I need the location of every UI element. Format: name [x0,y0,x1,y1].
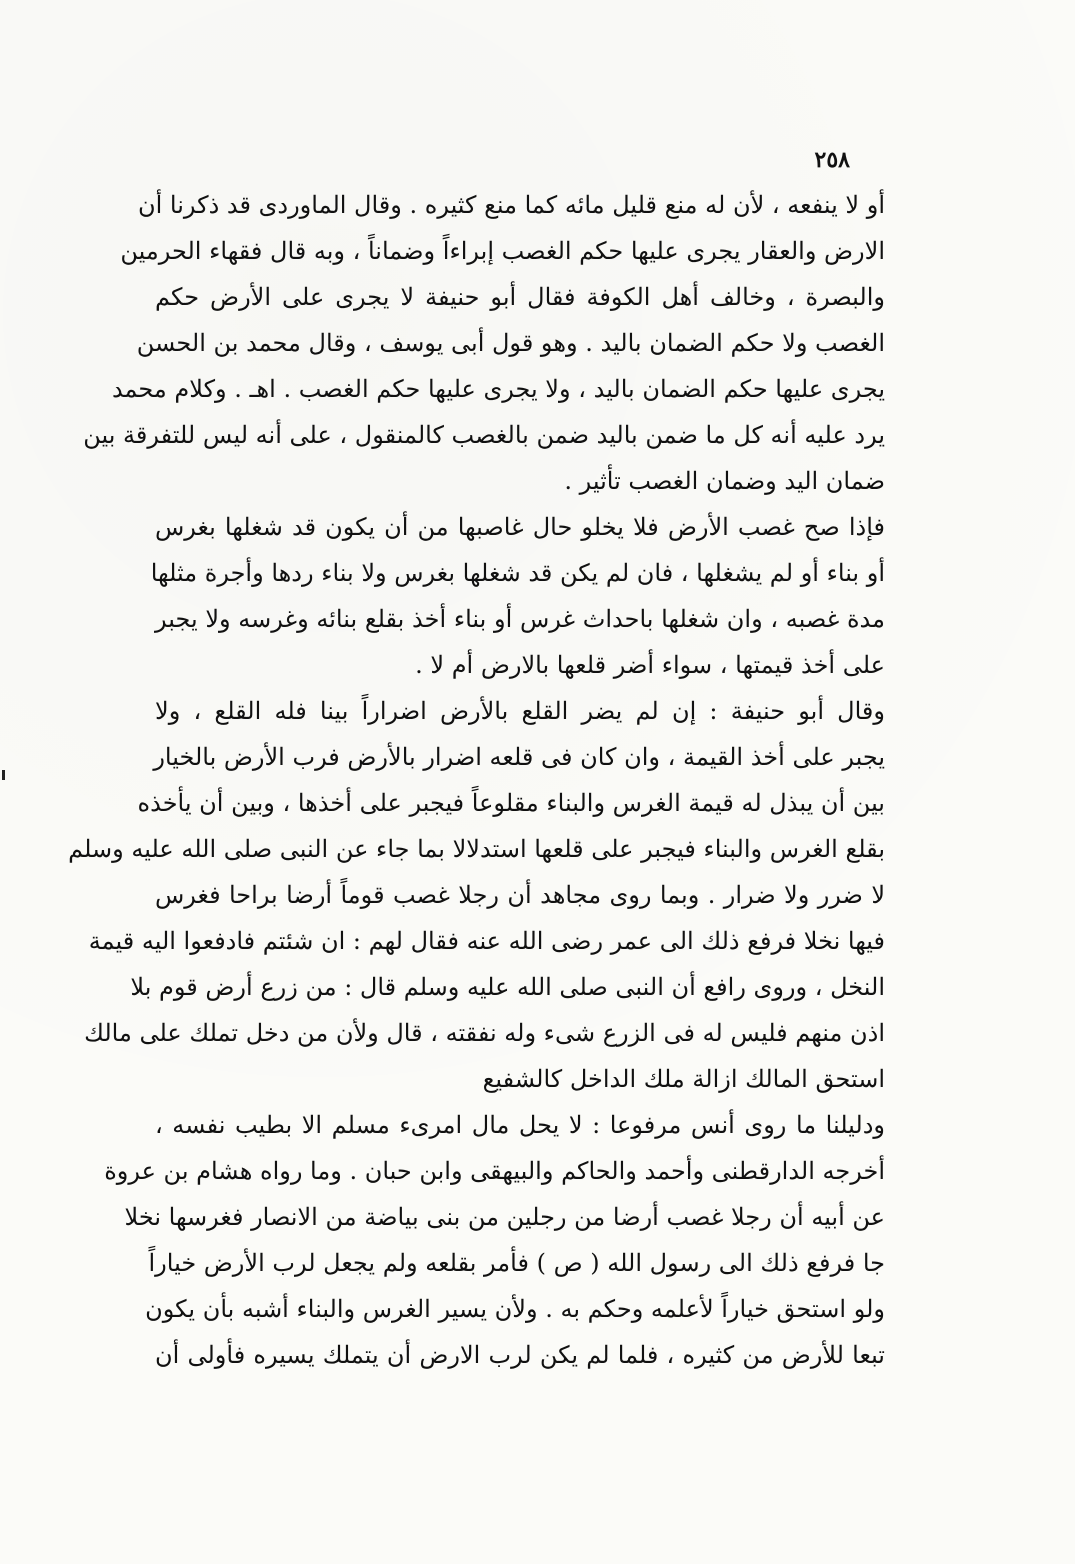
text-line: أو لا ينفعه ، لأن له منع قليل مائه كما منع كثيره . وقال الماوردى قد ذكرنا أن [138,191,885,219]
scan-margin-mark [2,770,5,780]
text-line: يجبر على أخذ القيمة ، وان كان فى قلعه اضرار بالأرض فرب الأرض بالخيار [153,743,885,771]
paragraph-1 [83,182,885,504]
text-line: على أخذ قيمتها ، سواء أضر قلعها بالارض أم لا . [415,651,885,679]
text-line: والبصرة ، وخالف أهل الكوفة فقال أبو حنيفة لا يجرى على الأرض حكم [155,283,885,311]
text-line: مدة غصبه ، وان شغلها باحداث غرس أو بناء أخذ بقلع بنائه وغرسه ولا يجبر [155,605,885,633]
text-line: فيها نخلا فرفع ذلك الى عمر رضى الله عنه فقال لهم : ان شئتم فادفعوا اليه قيمة [88,927,885,955]
text-line: لا ضرر ولا ضرار . وبما روى مجاهد أن رجلا غصب قوماً أرضا براحا فغرس [155,881,885,909]
text-line: الغصب ولا حكم الضمان باليد . وهو قول أبى يوسف ، وقال محمد بن الحسن [136,329,885,357]
text-line: الارض والعقار يجرى عليها حكم الغصب إبراءاً وضماناً ، وبه قال فقهاء الحرمين [120,237,885,265]
text-line: ضمان اليد وضمان الغصب تأثير . [564,467,885,495]
paragraph-4 [104,1102,886,1378]
text-line: تبعا للأرض من كثيره ، فلما لم يكن لرب الارض أن يتملك يسيره فأولى أن [155,1341,885,1369]
text-line: استحق المالك ازالة ملك الداخل كالشفيع [482,1065,885,1093]
page-number: ٢٥٨ [814,147,850,173]
text-line: يجرى عليها حكم الضمان باليد ، ولا يجرى عليها حكم الغصب . اهـ . وكلام محمد [111,375,885,403]
text-line: وقال أبو حنيفة : إن لم يضر القلع بالأرض اضراراً بينا فله القلع ، ولا [155,697,885,725]
paragraph-3 [68,688,885,1102]
text-line: يرد عليه أنه كل ما ضمن باليد ضمن بالغصب كالمنقول ، على أنه ليس للتفرقة بين [83,421,885,449]
text-line: بين أن يبذل له قيمة الغرس والبناء مقلوعاً فيجبر على أخذها ، وبين أن يأخذه [137,789,885,817]
text-line: جا فرفع ذلك الى رسول الله ( ص ) فأمر بقلعه ولم يجعل لرب الأرض خياراً [148,1249,885,1277]
text-line: ولو استحق خياراً لأعلمه وحكم به . ولأن يسير الغرس والبناء أشبه بأن يكون [145,1295,885,1323]
text-line: فإذا صح غصب الأرض فلا يخلو حال غاصبها من أن يكون قد شغلها بغرس [155,513,885,541]
text-line: اذن منهم فليس له فى الزرع شىء وله نفقته ، قال ولأن من دخل تملك على مالك [84,1019,885,1047]
body-text [68,182,886,1378]
text-line: أخرجه الدارقطنى وأحمد والحاكم والبيهقى وابن حبان . وما رواه هشام بن عروة [104,1157,885,1185]
text-line: أو بناء أو لم يشغلها ، فان لم يكن قد شغلها بغرس ولا بناء ردها وأجرة مثلها [150,559,885,587]
text-line: بقلع الغرس والبناء فيجبر على قلعها استدلالا بما جاء عن النبى صلى الله عليه وسلم [68,835,885,863]
paragraph-2 [150,504,885,688]
text-line: عن أبيه أن رجلا غصب أرضا من رجلين من بنى بياضة من الانصار فغرسها نخلا [124,1203,885,1231]
text-line: النخل ، وروى رافع أن النبى صلى الله عليه وسلم قال : من زرع أرض قوم بلا [130,973,885,1001]
text-line: ودليلنا ما روى أنس مرفوعا : لا يحل مال امرىء مسلم الا بطيب نفسه ، [155,1111,886,1139]
